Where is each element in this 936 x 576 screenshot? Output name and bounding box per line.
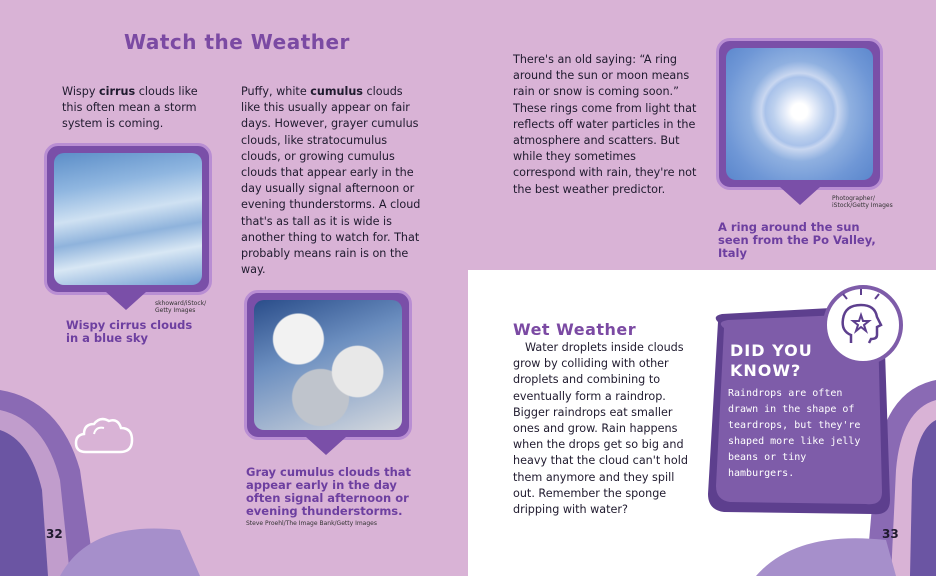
cumulus-photo (254, 300, 402, 430)
cirrus-text (62, 84, 210, 133)
cirrus-photo (54, 153, 202, 285)
sun-ring-caption: A ring around the sun seen from the Po Valley, Italy (718, 220, 876, 260)
did-you-know-title: DID YOU KNOW? (730, 341, 813, 380)
cumulus-frame-pointer (306, 437, 346, 455)
cumulus-text-post: clouds like this usually appear on fair days. However, grayer cumulus clouds, like stratocumulus clouds, or growing cumulus clouds that appear early in the day usually signal afternoon or evening thunderstorms. A cloud that's as tall as it is wide is another thing to watch for. That probably means rain is on the way. (241, 85, 421, 277)
cirrus-credit: skhoward/iStock/ Getty Images (155, 300, 207, 314)
page-number-right: 33 (882, 527, 899, 541)
sun-ring-photo-frame (716, 38, 883, 190)
cumulus-bold: cumulus (310, 85, 363, 98)
cumulus-text-pre: Puffy, white (241, 85, 311, 98)
cirrus-text-post: clouds like this often mean a storm system is coming. (62, 85, 198, 131)
cirrus-bold: cirrus (99, 85, 136, 98)
page-title: Watch the Weather (124, 30, 350, 54)
cirrus-text-pre: Wispy (62, 85, 100, 98)
cirrus-caption: Wispy cirrus clouds in a blue sky (66, 318, 193, 345)
wet-weather-heading: Wet Weather (513, 320, 637, 339)
cirrus-frame-pointer (106, 292, 146, 310)
cumulus-photo-frame (244, 290, 412, 440)
decorative-arc-left (0, 360, 200, 576)
ring-text: There's an old saying: “A ring around the sun or moon means rain or snow is coming soon.” These rings come from light that reflects off water particles in the atmosphere and scatters. But while they sometimes correspond with rain, they're not the best weather predictor. (513, 53, 697, 196)
head-star-icon (821, 283, 905, 367)
wet-weather-text: Water droplets inside clouds grow by colliding with other droplets and combining to eventually form a raindrop. Bigger raindrops eat smaller ones and grow. Rain happens when the drops get so big and heavy that the cloud can't hold them anymore and they spill out. Remember the sponge dripping with water? (513, 341, 688, 517)
cirrus-photo-frame (44, 143, 212, 295)
cumulus-caption: Gray cumulus clouds that appear early in the day often signal afternoon or evening thunderstorms. (246, 465, 412, 518)
cumulus-credit: Steve Proehl/The Image Bank/Getty Images (246, 520, 377, 527)
cumulus-text (241, 84, 423, 278)
sun-ring-frame-pointer (780, 187, 820, 205)
cloud-outline-icon (72, 412, 138, 458)
page-number-left: 32 (46, 527, 63, 541)
sun-ring-photo (726, 48, 873, 180)
sun-ring-credit: Photographer/ iStock/Getty Images (832, 195, 893, 209)
did-you-know-text: Raindrops are often drawn in the shape of teardrops, but they're shaped more like jelly beans or tiny hamburgers. (728, 388, 861, 479)
